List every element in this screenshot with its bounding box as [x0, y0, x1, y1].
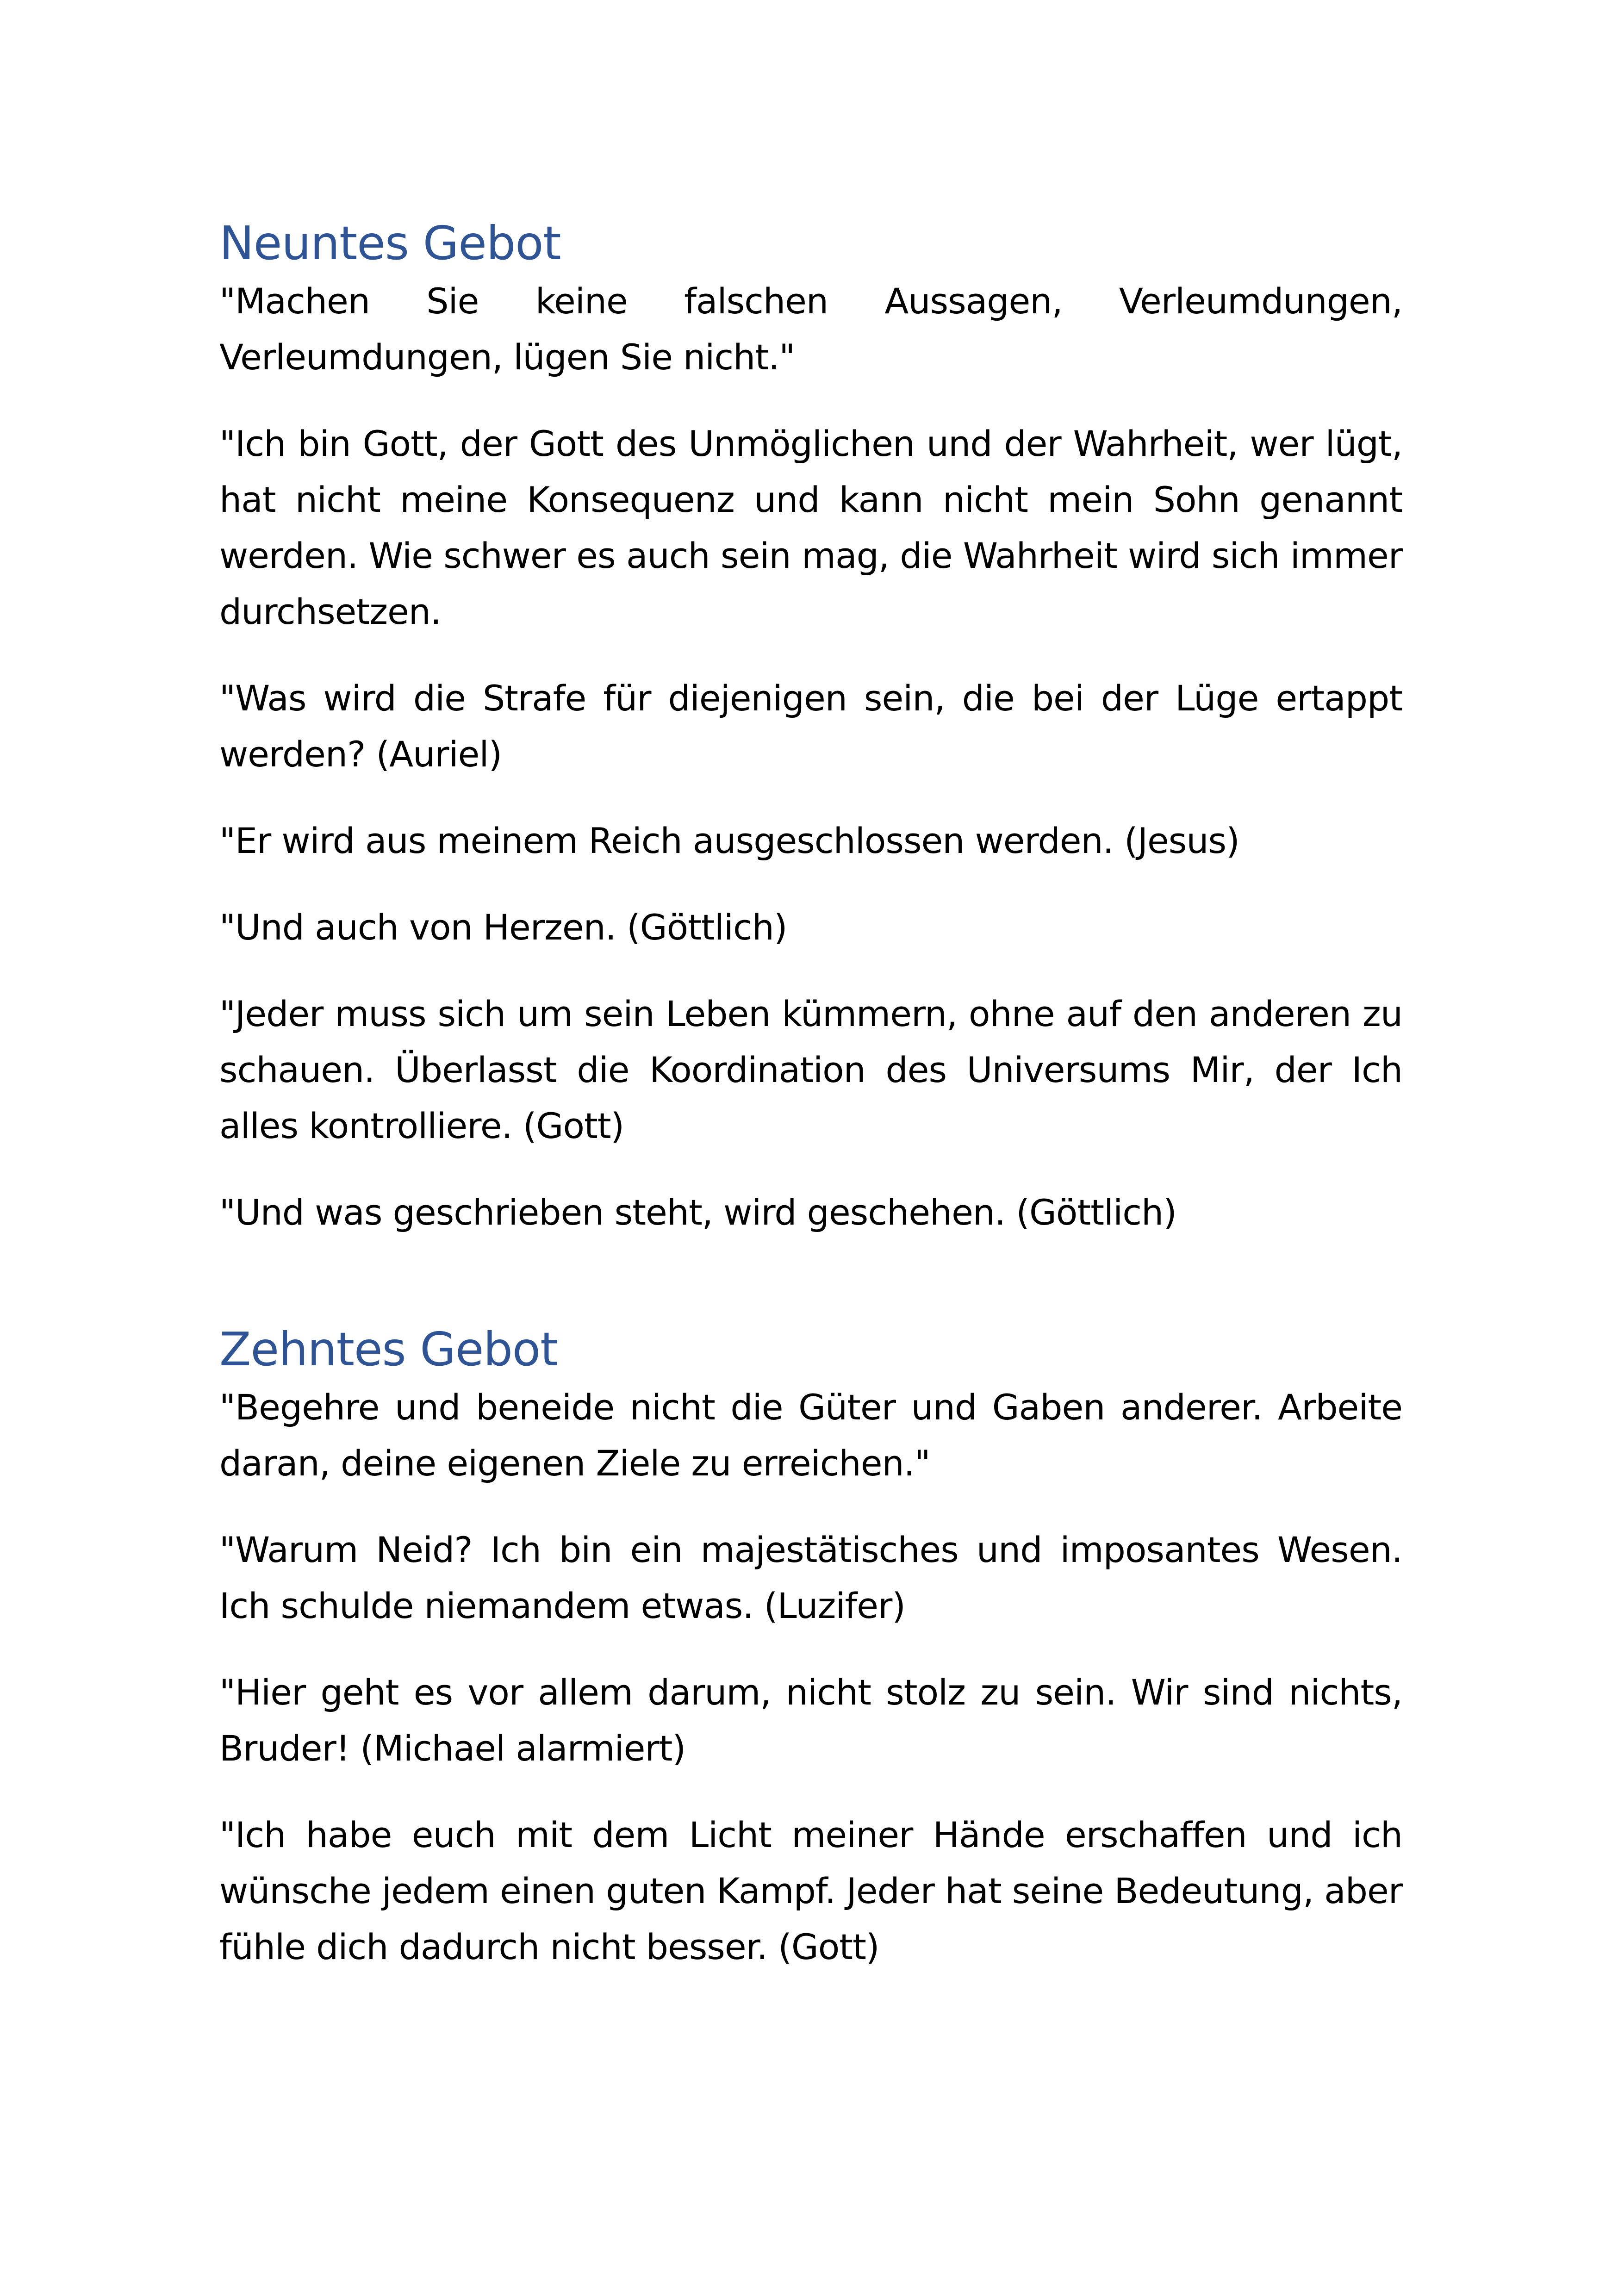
section-body	[219, 273, 1402, 1240]
paragraph: "Hier geht es vor allem darum, nicht stolz zu sein. Wir sind nichts, Bruder! (Michael alarmiert)	[219, 1672, 1402, 1769]
paragraph: "Was wird die Strafe für diejenigen sein, die bei der Lüge ertappt werden? (Auriel)	[219, 678, 1402, 775]
paragraph: "Ich habe euch mit dem Licht meiner Hände erschaffen und ich wünsche jedem einen guten Kampf. Jeder hat seine Bedeutung, aber fühle dich dadurch nicht besser. (Gott)	[219, 1814, 1402, 1967]
document-content	[219, 216, 1402, 2005]
paragraph: "Jeder muss sich um sein Leben kümmern, ohne auf den anderen zu schauen. Überlasst die Koordination des Universums Mir, der Ich alles kontrolliere. (Gott)	[219, 993, 1402, 1146]
paragraph: "Er wird aus meinem Reich ausgeschlossen werden. (Jesus)	[219, 820, 1239, 861]
paragraph: "Machen Sie keine falschen Aussagen, Verleumdungen, Verleumdungen, lügen Sie nicht."	[219, 280, 1402, 378]
paragraph: "Ich bin Gott, der Gott des Unmöglichen und der Wahrheit, wer lügt, hat nicht meine Konsequenz und kann nicht mein Sohn genannt werden. Wie schwer es auch sein mag, die Wahrheit wird sich immer durchsetzen.	[219, 423, 1402, 632]
section-heading: Zehntes Gebot	[219, 1322, 558, 1376]
section-body	[219, 1379, 1402, 1975]
section-tenth-commandment	[219, 1322, 1402, 1975]
paragraph: "Und auch von Herzen. (Göttlich)	[219, 907, 787, 948]
paragraph: "Begehre und beneide nicht die Güter und Gaben anderer. Arbeite daran, deine eigenen Ziele zu erreichen."	[219, 1387, 1402, 1484]
section-heading: Neuntes Gebot	[219, 216, 561, 270]
section-ninth-commandment	[219, 216, 1402, 1240]
paragraph: "Warum Neid? Ich bin ein majestätisches und imposantes Wesen. Ich schulde niemandem etwas. (Luzifer)	[219, 1529, 1402, 1626]
paragraph: "Und was geschrieben steht, wird geschehen. (Göttlich)	[219, 1192, 1176, 1233]
